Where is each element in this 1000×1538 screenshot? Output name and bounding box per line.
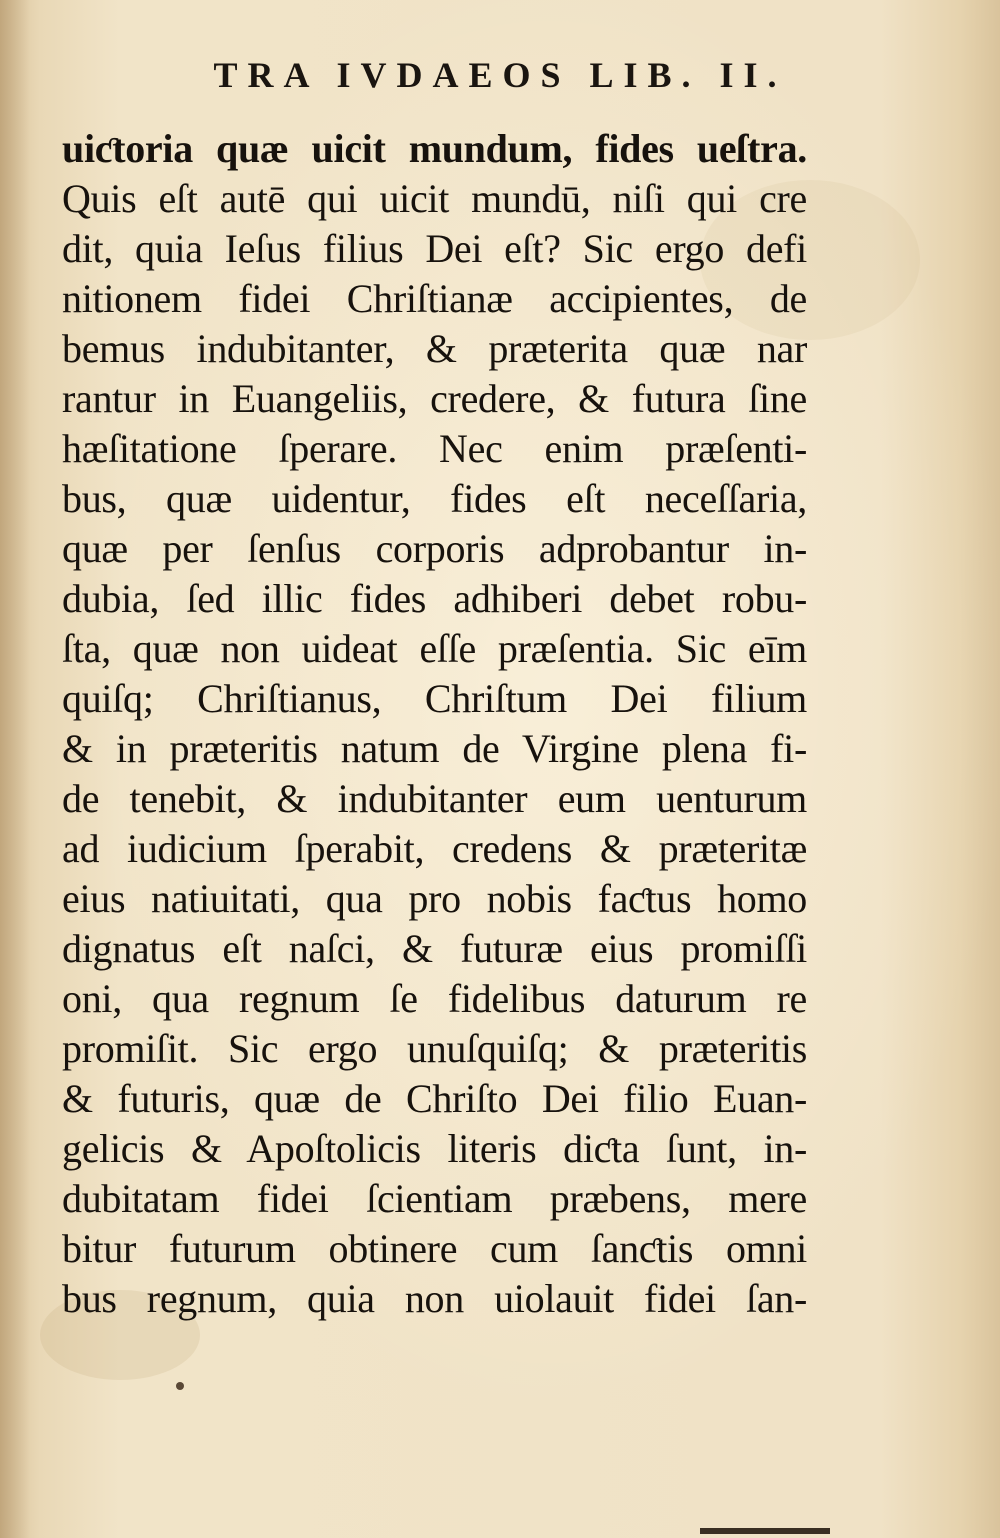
text-line: quiſq; Chriſtianus, Chriſtum Dei filium	[62, 676, 807, 721]
left-edge-shadow	[0, 0, 30, 1538]
text-line: ſta, quæ non uideat eſſe præſentia. Sic eīm	[62, 626, 807, 671]
text-line: rantur in Euangeliis, credere, & futura ſine	[62, 376, 807, 421]
text-line: nitionem fidei Chriſtianæ accipientes, de	[62, 276, 807, 321]
text-line: de tenebit, & indubitanter eum uenturum	[62, 776, 807, 821]
ink-speck	[176, 1382, 184, 1390]
text-line: & futuris, quæ de Chriſto Dei filio Euan-	[62, 1076, 807, 1121]
body-text	[62, 124, 807, 1324]
text-line: bitur futurum obtinere cum ſanƈtis omni	[62, 1226, 807, 1271]
text-line: bus regnum, quia non uiolauit fidei ſan-	[62, 1276, 807, 1321]
text-line: bemus indubitanter, & præterita quæ nar	[62, 326, 807, 371]
text-line: quæ per ſenſus corporis adprobantur in-	[62, 526, 807, 571]
text-line: dit, quia Ieſus filius Dei eſt? Sic ergo defi	[62, 226, 807, 271]
text-line: bus, quæ uidentur, fides eſt neceſſaria,	[62, 476, 807, 521]
text-line: dubia, ſed illic fides adhiberi debet robu-	[62, 576, 807, 621]
text-line: promiſit. Sic ergo unuſquiſq; & præteritis	[62, 1026, 807, 1071]
text-line: hæſitatione ſperare. Nec enim præſenti-	[62, 426, 807, 471]
text-line: ad iudicium ſperabit, credens & præteritæ	[62, 826, 807, 871]
text-line: dignatus eſt naſci, & futuræ eius promiſſi	[62, 926, 807, 971]
text-line: dubitatam fidei ſcientiam præbens, mere	[62, 1176, 807, 1221]
bottom-edge-mark	[700, 1528, 830, 1534]
text-line: eius natiuitati, qua pro nobis faƈtus homo	[62, 876, 807, 921]
text-line: & in præteritis natum de Virgine plena fi-	[62, 726, 807, 771]
text-line: uiƈtoria quæ uicit mundum, fides ueſtra.	[62, 126, 807, 171]
text-line: oni, qua regnum ſe fidelibus daturum re	[62, 976, 807, 1021]
running-head: TRA IVDAEOS LIB. II.	[213, 55, 787, 95]
text-line: gelicis & Apoſtolicis literis diƈta ſunt, in-	[62, 1126, 807, 1171]
text-line: Quis eſt autē qui uicit mundū, niſi qui cre	[62, 176, 807, 221]
